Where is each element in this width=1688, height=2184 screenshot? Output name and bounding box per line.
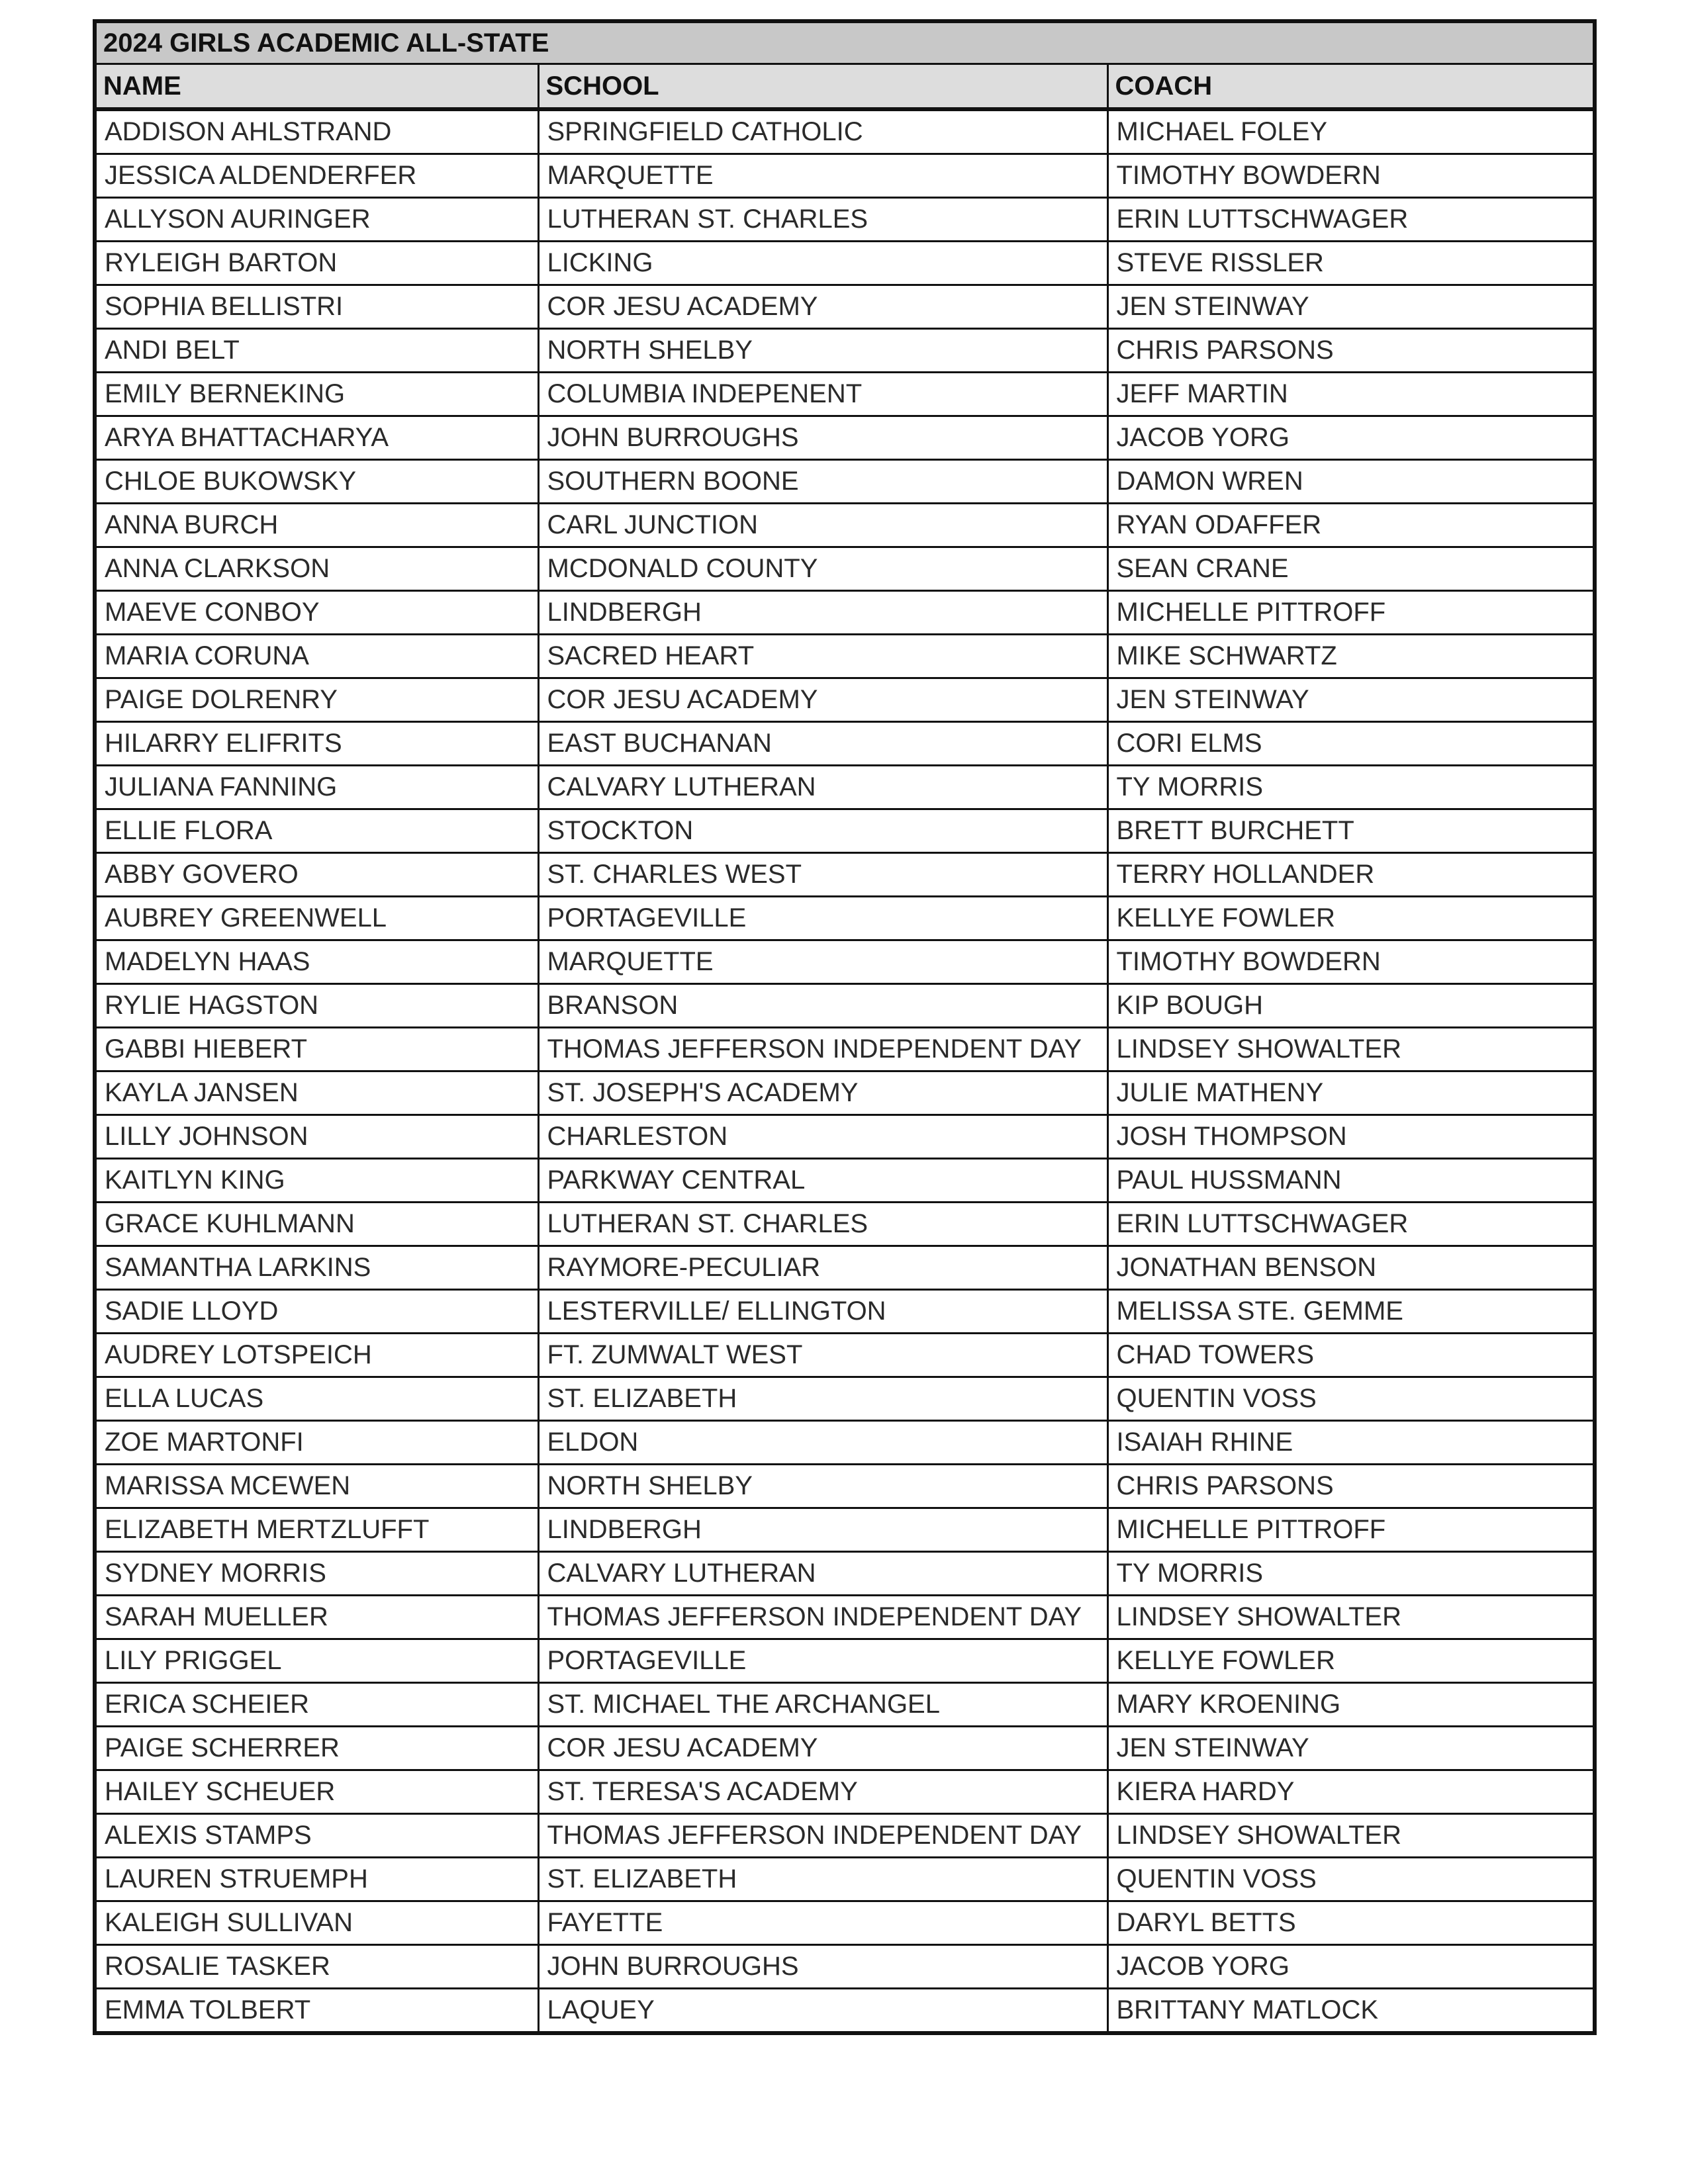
cell-name: GABBI HIEBERT [95, 1028, 538, 1071]
table-row [95, 1639, 1595, 1683]
cell-school: LINDBERGH [538, 591, 1107, 635]
table-row [95, 1377, 1595, 1421]
cell-school: JOHN BURROUGHS [538, 416, 1107, 460]
cell-school: THOMAS JEFFERSON INDEPENDENT DAY [538, 1028, 1107, 1071]
table-row [95, 1596, 1595, 1639]
table-row [95, 1246, 1595, 1290]
cell-coach: KIERA HARDY [1107, 1770, 1595, 1814]
cell-name: ALEXIS STAMPS [95, 1814, 538, 1858]
cell-school: ELDON [538, 1421, 1107, 1465]
cell-coach: STEVE RISSLER [1107, 242, 1595, 285]
cell-coach: JOSH THOMPSON [1107, 1115, 1595, 1159]
table-row [95, 242, 1595, 285]
table-row [95, 809, 1595, 853]
cell-school: CARL JUNCTION [538, 504, 1107, 547]
cell-school: LESTERVILLE/ ELLINGTON [538, 1290, 1107, 1334]
table-row [95, 1071, 1595, 1115]
cell-name: ANNA BURCH [95, 504, 538, 547]
table-row [95, 1159, 1595, 1203]
cell-coach: JONATHAN BENSON [1107, 1246, 1595, 1290]
cell-name: RYLIE HAGSTON [95, 984, 538, 1028]
cell-school: NORTH SHELBY [538, 329, 1107, 373]
cell-coach: LINDSEY SHOWALTER [1107, 1596, 1595, 1639]
table-row [95, 635, 1595, 678]
table-row [95, 198, 1595, 242]
cell-school: JOHN BURROUGHS [538, 1945, 1107, 1989]
cell-coach: MIKE SCHWARTZ [1107, 635, 1595, 678]
cell-school: PARKWAY CENTRAL [538, 1159, 1107, 1203]
cell-coach: ERIN LUTTSCHWAGER [1107, 198, 1595, 242]
cell-coach: KELLYE FOWLER [1107, 1639, 1595, 1683]
cell-name: MAEVE CONBOY [95, 591, 538, 635]
cell-school: THOMAS JEFFERSON INDEPENDENT DAY [538, 1596, 1107, 1639]
cell-name: SADIE LLOYD [95, 1290, 538, 1334]
table-row [95, 1115, 1595, 1159]
cell-school: COR JESU ACADEMY [538, 678, 1107, 722]
cell-school: ST. CHARLES WEST [538, 853, 1107, 897]
cell-school: MARQUETTE [538, 154, 1107, 198]
cell-name: ABBY GOVERO [95, 853, 538, 897]
cell-name: LAUREN STRUEMPH [95, 1858, 538, 1901]
cell-name: JESSICA ALDENDERFER [95, 154, 538, 198]
cell-name: RYLEIGH BARTON [95, 242, 538, 285]
cell-school: ST. JOSEPH'S ACADEMY [538, 1071, 1107, 1115]
cell-coach: JEN STEINWAY [1107, 1727, 1595, 1770]
cell-name: ANDI BELT [95, 329, 538, 373]
table-row [95, 1901, 1595, 1945]
column-header-school: SCHOOL [538, 64, 1107, 110]
table-row [95, 1203, 1595, 1246]
table-row [95, 416, 1595, 460]
cell-coach: JACOB YORG [1107, 1945, 1595, 1989]
cell-name: ADDISON AHLSTRAND [95, 109, 538, 154]
column-header-coach: COACH [1107, 64, 1595, 110]
table-row [95, 285, 1595, 329]
cell-school: LICKING [538, 242, 1107, 285]
cell-name: ROSALIE TASKER [95, 1945, 538, 1989]
cell-school: ST. TERESA'S ACADEMY [538, 1770, 1107, 1814]
cell-name: ELLIE FLORA [95, 809, 538, 853]
table-row [95, 678, 1595, 722]
cell-school: FAYETTE [538, 1901, 1107, 1945]
cell-school: EAST BUCHANAN [538, 722, 1107, 766]
cell-name: MADELYN HAAS [95, 940, 538, 984]
cell-school: RAYMORE-PECULIAR [538, 1246, 1107, 1290]
header-row [95, 64, 1595, 110]
cell-school: LUTHERAN ST. CHARLES [538, 1203, 1107, 1246]
table-row [95, 1552, 1595, 1596]
cell-coach: DAMON WREN [1107, 460, 1595, 504]
cell-school: COR JESU ACADEMY [538, 285, 1107, 329]
table-row [95, 897, 1595, 940]
table-row [95, 1465, 1595, 1508]
cell-coach: ERIN LUTTSCHWAGER [1107, 1203, 1595, 1246]
cell-coach: TIMOTHY BOWDERN [1107, 940, 1595, 984]
cell-coach: KIP BOUGH [1107, 984, 1595, 1028]
cell-name: ANNA CLARKSON [95, 547, 538, 591]
cell-coach: MICHAEL FOLEY [1116, 117, 1328, 146]
cell-coach: QUENTIN VOSS [1107, 1858, 1595, 1901]
cell-coach: JULIE MATHENY [1107, 1071, 1595, 1115]
cell-school: ST. MICHAEL THE ARCHANGEL [538, 1683, 1107, 1727]
cell-coach: TERRY HOLLANDER [1107, 853, 1595, 897]
cell-school: PORTAGEVILLE [538, 1639, 1107, 1683]
cell-school: LAQUEY [538, 1989, 1107, 2034]
cell-coach: DARYL BETTS [1107, 1901, 1595, 1945]
cell-name: AUDREY LOTSPEICH [95, 1334, 538, 1377]
cell-name: ERICA SCHEIER [95, 1683, 538, 1727]
cell-name: HAILEY SCHEUER [95, 1770, 538, 1814]
table-row [95, 109, 1595, 154]
cell-coach: MICHELLE PITTROFF [1107, 1508, 1595, 1552]
cell-coach: CHRIS PARSONS [1107, 329, 1595, 373]
table-body [95, 109, 1595, 2033]
cell-name: ALLYSON AURINGER [95, 198, 538, 242]
cell-school: BRANSON [538, 984, 1107, 1028]
table-row [95, 1683, 1595, 1727]
cell-coach: ISAIAH RHINE [1107, 1421, 1595, 1465]
cell-name: AUBREY GREENWELL [95, 897, 538, 940]
cell-name: JULIANA FANNING [95, 766, 538, 809]
cell-coach: CHRIS PARSONS [1107, 1465, 1595, 1508]
cell-coach: SEAN CRANE [1107, 547, 1595, 591]
cell-school: CHARLESTON [538, 1115, 1107, 1159]
cell-coach: RYAN ODAFFER [1107, 504, 1595, 547]
cell-name: KAITLYN KING [95, 1159, 538, 1203]
cell-school: SACRED HEART [538, 635, 1107, 678]
cell-coach: BRETT BURCHETT [1107, 809, 1595, 853]
cell-school: CALVARY LUTHERAN [538, 1552, 1107, 1596]
cell-name: GRACE KUHLMANN [95, 1203, 538, 1246]
cell-name: SAMANTHA LARKINS [95, 1246, 538, 1290]
table-row [95, 1989, 1595, 2034]
table-row [95, 1028, 1595, 1071]
table-row [95, 504, 1595, 547]
column-header-name: NAME [95, 64, 538, 110]
cell-coach: LINDSEY SHOWALTER [1107, 1814, 1595, 1858]
table-row [95, 1290, 1595, 1334]
cell-school: CALVARY LUTHERAN [538, 766, 1107, 809]
cell-coach: CHAD TOWERS [1107, 1334, 1595, 1377]
cell-school: SPRINGFIELD CATHOLIC [538, 109, 1107, 154]
cell-school: ST. ELIZABETH [538, 1377, 1107, 1421]
table-row [95, 1334, 1595, 1377]
cell-coach: TY MORRIS [1107, 766, 1595, 809]
table-row [95, 154, 1595, 198]
cell-name: ELIZABETH MERTZLUFFT [95, 1508, 538, 1552]
cell-coach: LINDSEY SHOWALTER [1107, 1028, 1595, 1071]
table-row [95, 329, 1595, 373]
table-row [95, 591, 1595, 635]
table-row [95, 460, 1595, 504]
cell-name: ZOE MARTONFI [95, 1421, 538, 1465]
cell-school: LUTHERAN ST. CHARLES [538, 198, 1107, 242]
cell-school: LINDBERGH [538, 1508, 1107, 1552]
cell-coach: QUENTIN VOSS [1107, 1377, 1595, 1421]
table-title: 2024 GIRLS ACADEMIC ALL-STATE [95, 21, 1595, 64]
table-row [95, 1945, 1595, 1989]
cell-coach: TY MORRIS [1107, 1552, 1595, 1596]
cell-school: PORTAGEVILLE [538, 897, 1107, 940]
cell-name: ARYA BHATTACHARYA [95, 416, 538, 460]
cell-school: ST. ELIZABETH [538, 1858, 1107, 1901]
cell-name: PAIGE SCHERRER [95, 1727, 538, 1770]
table-row [95, 1727, 1595, 1770]
cell-coach: TIMOTHY BOWDERN [1107, 154, 1595, 198]
cell-school: NORTH SHELBY [538, 1465, 1107, 1508]
cell-coach: MELISSA STE. GEMME [1107, 1290, 1595, 1334]
cell-name: LILLY JOHNSON [95, 1115, 538, 1159]
cell-school: COR JESU ACADEMY [538, 1727, 1107, 1770]
cell-coach: BRITTANY MATLOCK [1107, 1989, 1595, 2034]
cell-school: THOMAS JEFFERSON INDEPENDENT DAY [538, 1814, 1107, 1858]
cell-name: ELLA LUCAS [95, 1377, 538, 1421]
table-row [95, 1858, 1595, 1901]
table-row [95, 984, 1595, 1028]
cell-coach: PAUL HUSSMANN [1107, 1159, 1595, 1203]
table-row [95, 940, 1595, 984]
title-row [95, 21, 1595, 64]
cell-name: EMMA TOLBERT [95, 1989, 538, 2034]
cell-coach: CORI ELMS [1107, 722, 1595, 766]
cell-name: SOPHIA BELLISTRI [95, 285, 538, 329]
cell-name: KAYLA JANSEN [95, 1071, 538, 1115]
table-row [95, 722, 1595, 766]
cell-coach: JEFF MARTIN [1107, 373, 1595, 416]
cell-school: MCDONALD COUNTY [538, 547, 1107, 591]
cell-name: MARISSA MCEWEN [95, 1465, 538, 1508]
cell-name: CHLOE BUKOWSKY [95, 460, 538, 504]
cell-school: MARQUETTE [538, 940, 1107, 984]
table-row [95, 853, 1595, 897]
table-row [95, 766, 1595, 809]
cell-school: COLUMBIA INDEPENENT [538, 373, 1107, 416]
cell-coach: KELLYE FOWLER [1107, 897, 1595, 940]
cell-name: SYDNEY MORRIS [95, 1552, 538, 1596]
cell-name: EMILY BERNEKING [95, 373, 538, 416]
cell-school: FT. ZUMWALT WEST [538, 1334, 1107, 1377]
cell-coach: JEN STEINWAY [1107, 285, 1595, 329]
table-row [95, 1421, 1595, 1465]
cell-coach: MICHELLE PITTROFF [1107, 591, 1595, 635]
table-row [95, 1770, 1595, 1814]
table-row [95, 547, 1595, 591]
cell-coach: JACOB YORG [1107, 416, 1595, 460]
cell-name: MARIA CORUNA [95, 635, 538, 678]
all-state-table [93, 19, 1597, 2035]
cell-school: STOCKTON [538, 809, 1107, 853]
cell-name: PAIGE DOLRENRY [95, 678, 538, 722]
cell-coach: JEN STEINWAY [1107, 678, 1595, 722]
table-row [95, 373, 1595, 416]
cell-name: HILARRY ELIFRITS [95, 722, 538, 766]
cell-name: LILY PRIGGEL [95, 1639, 538, 1683]
cell-name: SARAH MUELLER [95, 1596, 538, 1639]
cell-name: KALEIGH SULLIVAN [95, 1901, 538, 1945]
cell-coach: MARY KROENING [1107, 1683, 1595, 1727]
cell-school: SOUTHERN BOONE [538, 460, 1107, 504]
table-row [95, 1814, 1595, 1858]
table-row [95, 1508, 1595, 1552]
